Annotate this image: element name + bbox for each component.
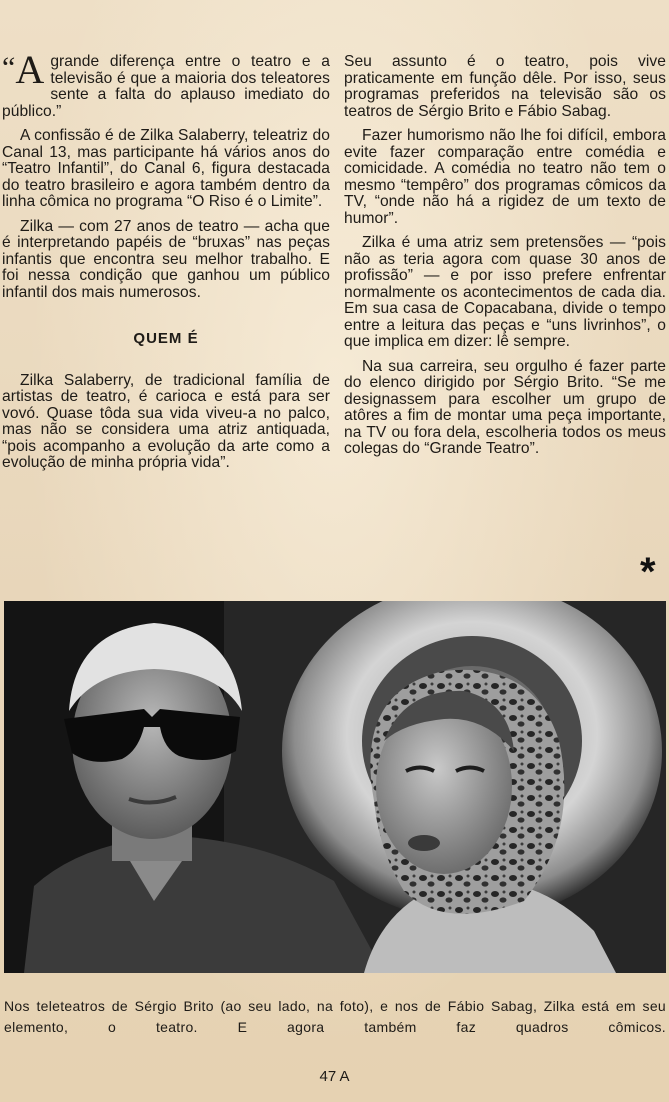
opening-quote-mark: “ [2, 51, 16, 84]
drop-cap-letter: A [15, 47, 45, 92]
drop-cap [2, 47, 45, 92]
article-photo [4, 601, 666, 973]
article-paragraph: Zilka é uma atriz sem pretensões — “pois não as teria agora com quase 30 anos de profissão” — e por isso prefere enfrentar normalmente os acontecimentos de cada dia. Em sua casa de Copacabana, divide o tempo entre a leitura das peças e “uns livrinhos”, o que implica em dizer: lê sempre. [344, 234, 666, 350]
photo-caption: Nos teleteatros de Sérgio Brito (ao seu lado, na foto), e nos de Fábio Sabag, Zilka está em seu elemento, o teatro. E agora também faz quadros cômicos. [4, 998, 666, 1035]
end-of-article-mark: * [640, 550, 656, 594]
photo-illustration [4, 601, 666, 973]
lead-paragraph [2, 47, 330, 120]
article-paragraph: Fazer humorismo não lhe foi difícil, embora evite fazer comparação entre comédia e comicidade. A comédia no teatro não tem o mesmo “tempêro” dos programas cômicos da TV, “onde não há a rigidez de um texto de humor”. [344, 127, 666, 227]
article-paragraph: A confissão é de Zilka Salaberry, teleatriz do Canal 13, mas participante há vários anos do “Teatro Infantil”, do Canal 6, figura destacada do teatro brasileiro e agora também dentro da linha cômica no programa “O Riso é o Limite”. [2, 127, 330, 210]
article-paragraph: Zilka — com 27 anos de teatro — acha que é interpretando papéis de “bruxas” nas peças infantis que encontra seu melhor trabalho. E foi nessa condição que ganhou um público infantil dos mais numerosos. [2, 217, 330, 301]
article-paragraph: Na sua carreira, seu orgulho é fazer parte do elenco dirigido por Sérgio Brito. “Se me designassem para escolher um grupo de atôres a fim de montar uma peça importante, na TV ou fora dela, escolheria todos os meus colegas do “Grande Teatro”. [344, 357, 666, 457]
section-subheading: QUEM É [133, 330, 199, 347]
article-column-right [344, 54, 666, 466]
lead-text: grande diferença entre o teatro e a televisão é que a maioria dos teleatores sente a falta do aplauso imediato do público.” [2, 53, 330, 120]
article-paragraph: Zilka Salaberry, de tradicional família de artistas de teatro, é carioca e está para ser vovó. Quase tôda sua vida viveu-a no palco, mas não se considera uma atriz antiquada, “pois acompanho a evolução da arte como a evolução de minha própria vida”. [2, 371, 330, 471]
article-column-left [2, 47, 330, 480]
page-number: 47 A [319, 1068, 350, 1085]
article-paragraph: Seu assunto é o teatro, pois vive praticamente em função dêle. Por isso, seus programas preferidos na televisão são os teatros de Sérgio Brito e Fábio Sabag. [344, 53, 666, 120]
